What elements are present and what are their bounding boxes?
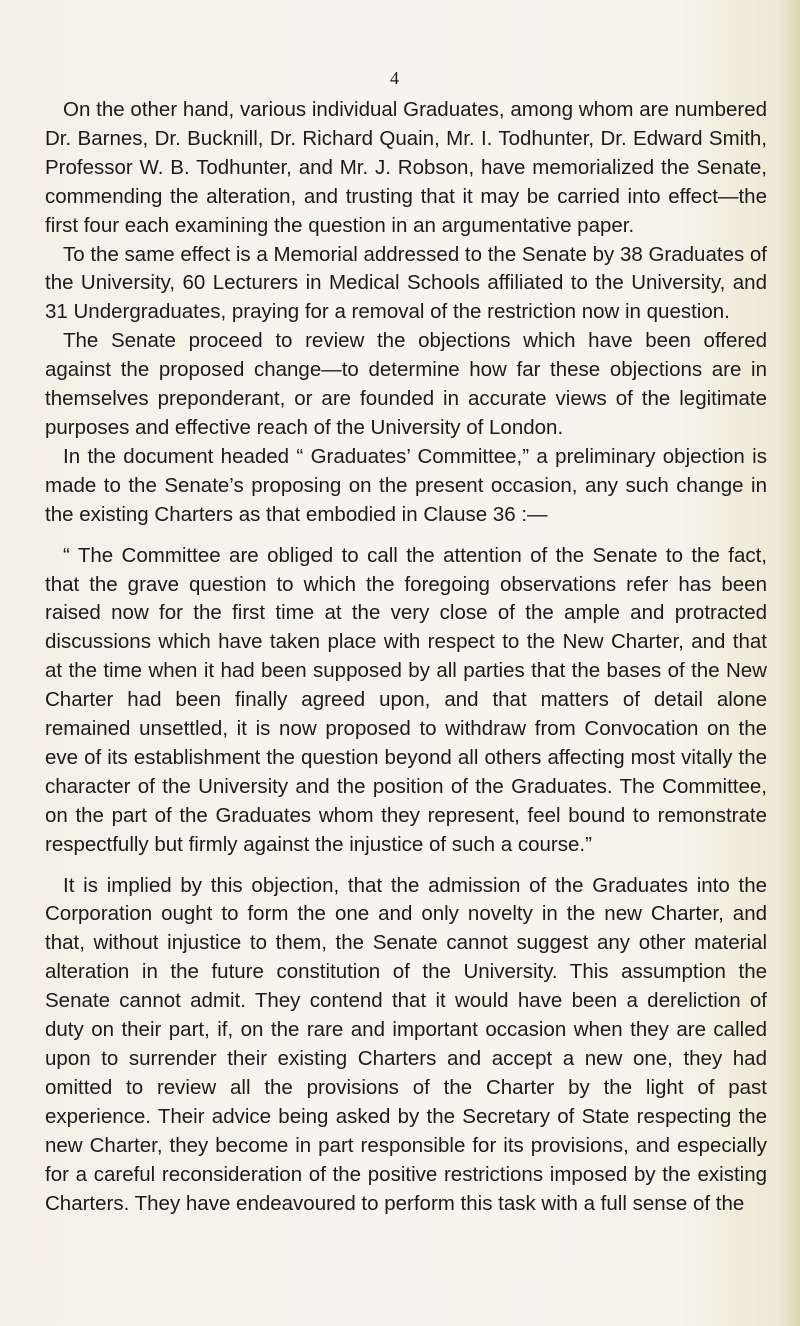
- paragraph-preliminary-objection: In the document headed “ Graduates’ Committee,” a preliminary objection is made to the Senate’s proposing on the present occasion, any such change in the existing Charters as that embodied in Clause 36 :—: [45, 444, 767, 526]
- paragraph-committee-quote: “ The Committee are obliged to call the attention of the Senate to the fact, that the grave question to which the foregoing observations refer has been raised now for the first time at the very close of the ample and protracted discussions which have taken place with respect to the New Charter, and that at the time when it had been supposed by all parties that the bases of the New Charter had been finally agreed upon, and that matters of detail alone remained unsettled, it is now proposed to withdraw from Convocation on the eve of its establishment the question beyond all others affecting most vitally the character of the University and the position of the Graduates. The Committee, on the part of the Graduates whom they represent, feel bound to remonstrate respectfully but firmly against the injustice of such a course.”: [45, 543, 767, 856]
- body-text: [45, 96, 767, 1218]
- page-edge-shadow: [778, 0, 800, 1326]
- paragraph-memorial: To the same effect is a Memorial addressed to the Senate by 38 Graduates of the University, 60 Lecturers in Medical Schools affiliated to the University, and 31 Undergraduates, praying for a removal of the restriction now in question.: [45, 242, 767, 324]
- paragraph-senate-response: It is implied by this objection, that the admission of the Graduates into the Corporation ought to form the one and only novelty in the new Charter, and that, without injustice to them, the Senate cannot suggest any other material alteration in the future constitution of the University. This assumption the Senate cannot admit. They contend that it would have been a dereliction of duty on their part, if, on the rare and important occasion when they are called upon to surrender their existing Charters and accept a new one, they had omitted to review all the provisions of the Charter by the light of past experience. Their advice being asked by the Secretary of State respecting the new Charter, they become in part responsible for its provisions, and especially for a careful reconsideration of the positive restrictions imposed by the existing Charters. They have endeavoured to perform this task with a full sense of the: [45, 873, 767, 1215]
- page-number: 4: [390, 68, 399, 88]
- paragraph-memorialists: On the other hand, various individual Graduates, among whom are numbered Dr. Barnes, Dr. Bucknill, Dr. Richard Quain, Mr. I. Todhunter, Dr. Edward Smith, Professor W. B. Todhunter, and Mr. J. Robson, have memorialized the Senate, commending the alteration, and trusting that it may be carried into effect—the first four each examining the question in an argumentative paper.: [45, 98, 767, 237]
- paragraph-senate-review: The Senate proceed to review the objections which have been offered against the proposed change—to determine how far these objections are in themselves preponderant, or are founded in accurate views of the legitimate purposes and effective reach of the University of London.: [45, 329, 767, 439]
